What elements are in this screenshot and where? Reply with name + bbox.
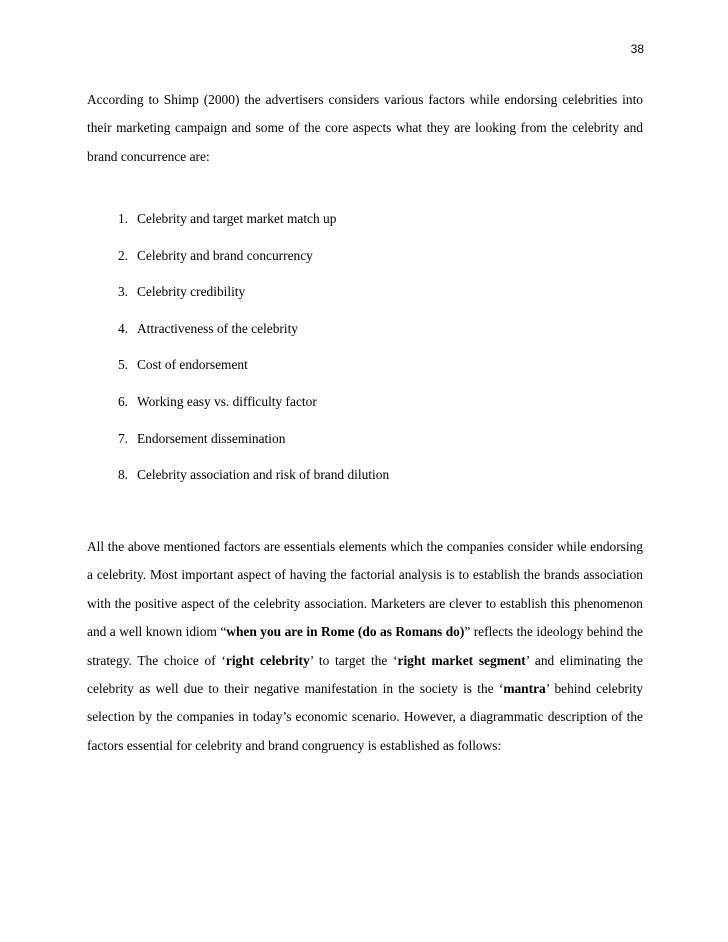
list-item-number: 6. [117,393,128,409]
list-item [87,352,643,389]
list-item [87,316,643,353]
list-item-text: Celebrity credibility [137,284,246,300]
idiom-bold: when you are in Rome (do as Romans do) [226,624,465,640]
list-item-text: Cost of endorsement [137,357,248,373]
body-text-segment: All the above mentioned factors are essentials elements which the companies consider while endorsing a celebrity. Most important aspect of having the factorial analysis is to establish the brands association with the positive aspect of the celebrity association. Marketers are clever to establish this phenomenon and a well known idiom “ [87,539,643,640]
list-item-number: 1. [117,211,128,226]
list-item-number: 2. [117,247,128,263]
right-market-segment-bold: right market segment [397,652,526,668]
list-item [87,462,643,499]
list-item [87,279,643,316]
body-text-segment: ” reflects the ideology behind the strategy. The choice of ‘ [87,624,643,668]
body-text-segment: ’ behind celebrity selection by the companies in today’s economic scenario. However, a diagrammatic description of the factors essential for celebrity and brand congruency is established as follows: [87,681,643,753]
mantra-bold: mantra [503,681,546,697]
list-item-text: Endorsement dissemination [137,430,286,446]
list-item-number: 4. [117,320,128,336]
list-item-number: 8. [117,467,128,483]
list-item-number: 3. [117,284,128,300]
list-item-number: 7. [117,430,128,446]
page-number: 38 [630,42,644,56]
list-item [87,426,643,463]
list-item [87,389,643,426]
intro-paragraph: According to Shimp (2000) the advertisers considers various factors while endorsing celebrities into their marketing campaign and some of the core aspects what they are looking from the celebrity and brand concurrence are: [87,92,643,164]
right-celebrity-bold: right celebrity [225,652,310,668]
list-item [87,206,643,243]
list-item-text: Working easy vs. difficulty factor [137,393,317,409]
list-item-text: Celebrity and target market match up [137,211,337,226]
list-item-text: Celebrity and brand concurrency [137,247,313,263]
body-text-segment: ’ to target the ‘ [309,652,398,668]
list-item-text: Attractiveness of the celebrity [137,320,298,336]
factors-list [87,206,643,499]
list-item-text: Celebrity association and risk of brand dilution [137,467,390,483]
list-item-number: 5. [117,357,128,373]
list-item [87,243,643,280]
body-paragraph [87,533,643,760]
body-text-segment: ’ and eliminating the celebrity as well due to their negative manifestation in the society is the ‘ [87,652,643,697]
